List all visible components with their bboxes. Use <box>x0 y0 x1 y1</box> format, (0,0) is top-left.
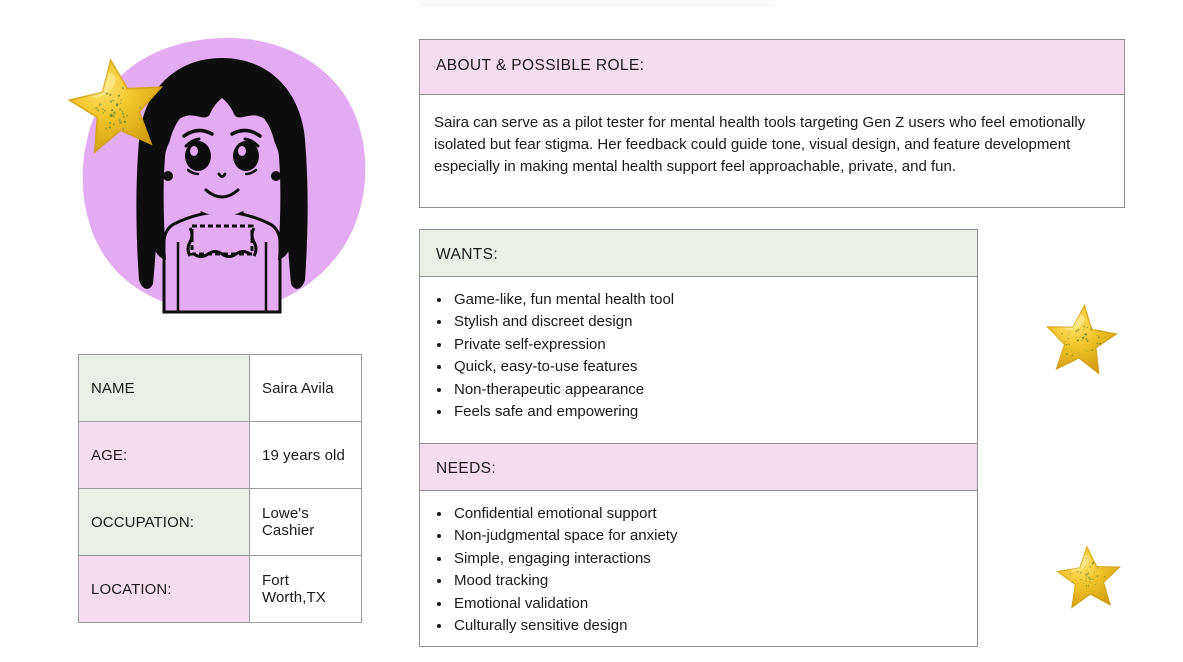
info-value: Lowe's Cashier <box>250 489 362 556</box>
list-item: • Emotional validation <box>452 593 977 615</box>
info-value: 19 years old <box>250 422 362 489</box>
star-avatar-icon <box>55 43 179 167</box>
info-label: AGE: <box>79 422 250 489</box>
star-right-upper-icon <box>1036 294 1126 384</box>
list-item: • Simple, engaging interactions <box>452 548 977 570</box>
list-item: • Culturally sensitive design <box>452 615 977 637</box>
table-row <box>79 556 362 623</box>
avatar-eye-left <box>185 141 211 171</box>
profile-info-table <box>78 354 362 623</box>
list-item: • Private self-expression <box>452 334 977 356</box>
list-item: • Confidential emotional support <box>452 503 977 525</box>
star-right-lower-icon <box>1050 538 1129 617</box>
info-value: Saira Avila <box>250 355 362 422</box>
info-label: OCCUPATION: <box>79 489 250 556</box>
about-panel <box>419 39 1125 208</box>
info-label: LOCATION: <box>79 556 250 623</box>
top-cutoff-strip <box>420 0 775 6</box>
list-item: • Feels safe and empowering <box>452 401 977 423</box>
about-text: Saira can serve as a pilot tester for mental health tools targeting Gen Z users who feel emotionally isolated but fear stigma. Her feedback could guide tone, visual design, and feature development especially in making mental health support feel approachable, private, and fun. <box>434 114 1086 175</box>
wants-heading: WANTS: <box>420 230 977 277</box>
info-label: NAME <box>79 355 250 422</box>
about-body <box>420 95 1124 178</box>
needs-panel <box>419 443 978 647</box>
list-item: • Stylish and discreet design <box>452 311 977 333</box>
info-value: Fort Worth,TX <box>250 556 362 623</box>
table-row <box>79 355 362 422</box>
wants-list <box>420 277 977 423</box>
avatar-dress <box>164 212 280 312</box>
wants-panel <box>419 229 978 443</box>
needs-list <box>420 491 977 637</box>
list-item: • Quick, easy-to-use features <box>452 356 977 378</box>
list-item: • Non-judgmental space for anxiety <box>452 525 977 547</box>
avatar-eye-right <box>233 141 259 171</box>
table-row <box>79 422 362 489</box>
avatar-earring-right <box>271 171 281 181</box>
about-heading: ABOUT & POSSIBLE ROLE: <box>420 40 1124 95</box>
list-item: • Mood tracking <box>452 570 977 592</box>
list-item: • Non-therapeutic appearance <box>452 379 977 401</box>
needs-heading: NEEDS: <box>420 444 977 491</box>
list-item: • Game-like, fun mental health tool <box>452 289 977 311</box>
table-row <box>79 489 362 556</box>
avatar-earring-left <box>163 171 173 181</box>
